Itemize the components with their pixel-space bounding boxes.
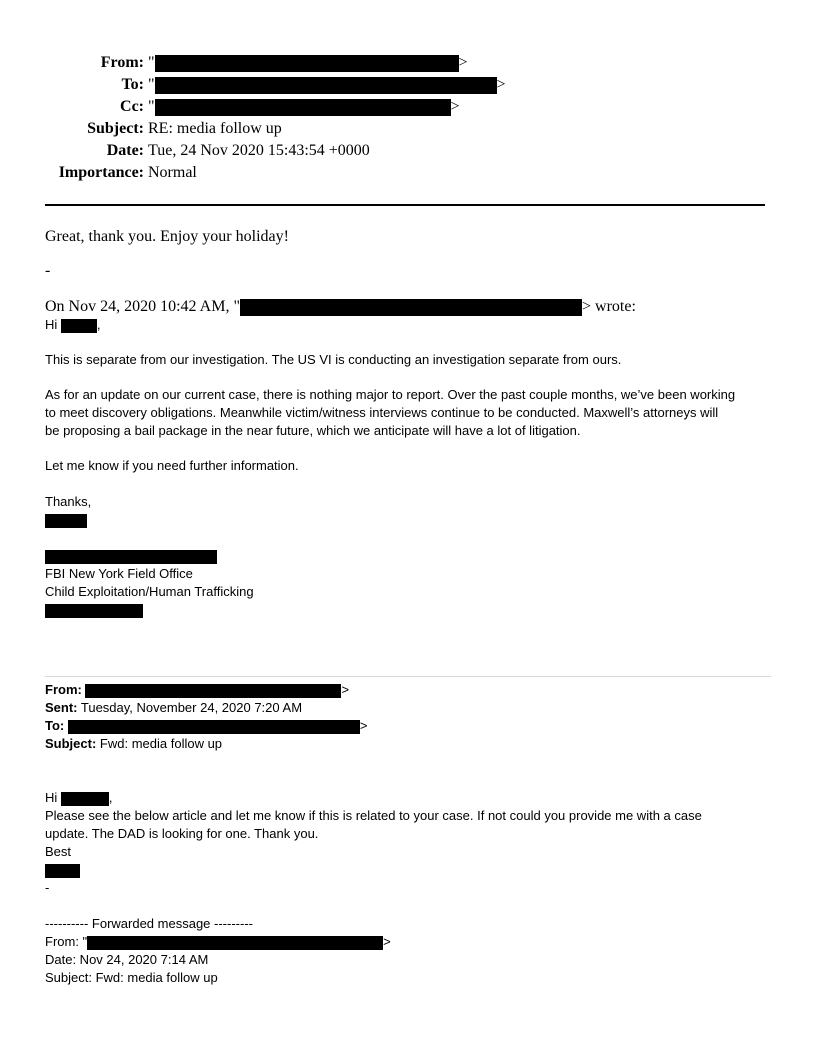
quote-mark: ": [148, 54, 155, 71]
header-importance-row: [0, 162, 816, 184]
quote-attribution: [45, 298, 636, 316]
dash-line: -: [45, 880, 50, 895]
redaction-block: [155, 99, 451, 116]
quote-mark: ": [148, 76, 155, 93]
quoted-message: [45, 316, 775, 619]
fwd-subject-label: Subject:: [45, 736, 97, 751]
attribution-suffix: > wrote:: [581, 298, 636, 315]
signature-unit: Child Exploitation/Human Trafficking: [45, 584, 254, 599]
to-label: To:: [121, 76, 144, 93]
angle-bracket: >: [458, 54, 468, 71]
forwarded-from-prefix: From: ": [45, 934, 88, 949]
redaction-block: [61, 319, 97, 333]
forwarded-subject-line: Subject: Fwd: media follow up: [45, 970, 218, 985]
forwarded-block: [45, 915, 775, 987]
comma: ,: [96, 317, 101, 332]
signature-title: [45, 547, 775, 565]
fwd-subject-value: Fwd: media follow up: [99, 736, 223, 751]
attribution-prefix: On Nov 24, 2020 10:42 AM, ": [45, 298, 240, 315]
comma: ,: [108, 790, 113, 805]
forward-header: [45, 681, 775, 753]
quote-mark: ": [148, 98, 155, 115]
fwd-to-label: To:: [45, 718, 65, 733]
paragraph-2-line-3: be proposing a bail package in the near future, which we anticipate will have a lot of litigation.: [45, 423, 581, 438]
redaction-block: [155, 55, 459, 72]
subject-value: RE: media follow up: [148, 120, 282, 137]
header-to-row: [0, 74, 816, 96]
redaction-block: [85, 684, 341, 698]
cc-value: [148, 96, 460, 118]
message-separator: [45, 676, 771, 677]
header-from-row: [0, 52, 816, 74]
from-label: From:: [100, 54, 144, 71]
paragraph-2-line-2: to meet discovery obligations. Meanwhile victim/witness interviews continue to be conducted. Maxwell’s attorneys will: [45, 405, 719, 420]
date-value: Tue, 24 Nov 2020 15:43:54 +0000: [148, 142, 370, 159]
forwarded-from-line: [45, 933, 775, 951]
body-line-1: Please see the below article and let me know if this is related to your case. If not could you provide me with a case: [45, 808, 702, 823]
sign-off: Thanks,: [45, 494, 92, 509]
fwd-from-label: From:: [45, 682, 82, 697]
fwd-from-row: [45, 681, 775, 699]
redaction-block: [45, 514, 87, 528]
angle-bracket: >: [450, 98, 460, 115]
redaction-block: [68, 720, 360, 734]
redaction-block: [155, 77, 497, 94]
signature-name: [45, 861, 775, 879]
subject-label: Subject:: [87, 120, 144, 137]
paragraph-2-line-1: As for an update on our current case, there is nothing major to report. Over the past couple months, we’ve been working: [45, 387, 736, 402]
date-label: Date:: [106, 142, 144, 159]
signature-contact: [45, 601, 775, 619]
greeting: Hi: [45, 317, 58, 332]
forward-separator: ---------- Forwarded message ---------: [45, 916, 253, 931]
paragraph-3: Let me know if you need further information.: [45, 458, 299, 473]
fwd-subject-row: [45, 735, 775, 753]
redaction-block: [45, 864, 80, 878]
fwd-to-row: [45, 717, 775, 735]
fwd-sent-value: Tuesday, November 24, 2020 7:20 AM: [80, 700, 303, 715]
greeting-line: [45, 316, 775, 334]
forwarded-date-line: Date: Nov 24, 2020 7:14 AM: [45, 952, 209, 967]
angle-bracket: >: [359, 718, 368, 733]
redaction-block: [61, 792, 109, 806]
importance-label: Importance:: [58, 164, 144, 181]
angle-bracket: >: [383, 934, 391, 949]
reply-dash: -: [45, 262, 51, 279]
redaction-block: [240, 299, 582, 316]
paragraph-1: This is separate from our investigation. The US VI is conducting an investigation separate from ours.: [45, 352, 622, 367]
redaction-block: [45, 604, 143, 618]
fwd-sent-row: [45, 699, 775, 717]
header-divider: [45, 204, 765, 206]
from-value: [148, 52, 468, 74]
redaction-block: [45, 550, 217, 564]
body-line-2: update. The DAD is looking for one. Thank you.: [45, 826, 319, 841]
sign-off: Best: [45, 844, 72, 859]
greeting-line: [45, 789, 775, 807]
signature-name: [45, 511, 775, 529]
email-header: [0, 52, 816, 184]
cc-label: Cc:: [120, 98, 144, 115]
fwd-sent-label: Sent:: [45, 700, 78, 715]
forward-message: [45, 789, 775, 897]
reply-text: Great, thank you. Enjoy your holiday!: [45, 228, 289, 245]
signature-office: FBI New York Field Office: [45, 566, 193, 581]
header-subject-row: [0, 118, 816, 140]
redaction-block: [87, 936, 383, 950]
angle-bracket: >: [341, 682, 350, 697]
importance-value: Normal: [148, 164, 197, 181]
header-date-row: [0, 140, 816, 162]
to-value: [148, 74, 506, 96]
header-cc-row: [0, 96, 816, 118]
greeting: Hi: [45, 790, 58, 805]
angle-bracket: >: [496, 76, 506, 93]
